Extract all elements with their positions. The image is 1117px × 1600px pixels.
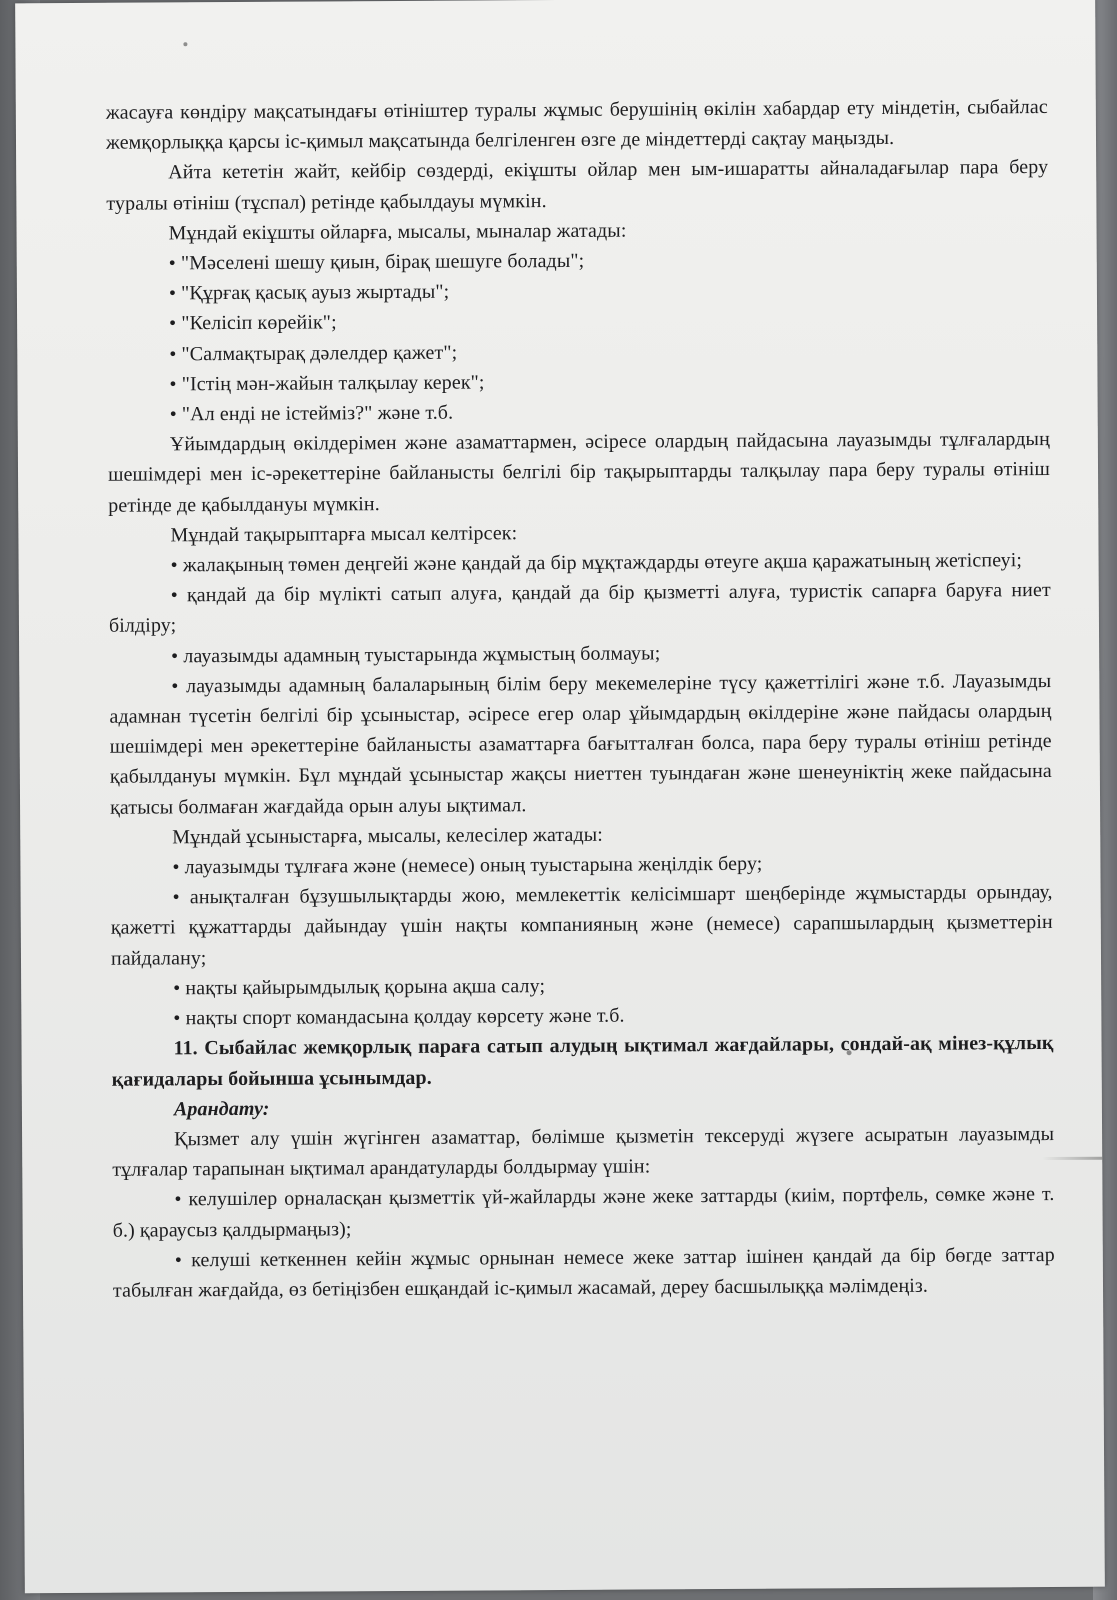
- paper-sheet: [15, 0, 1105, 1593]
- list-item-offer: • лауазымды тұлғаға және (немесе) оның туыстарына жеңілдік беру;: [172, 852, 763, 879]
- paragraph-topics-examples: Мұндай тақырыптарға мысал келтірсек:: [170, 522, 518, 547]
- paragraph-offers-examples: Мұндай ұсыныстарға, мысалы, келесілер жатады:: [172, 823, 603, 849]
- list-item-topic: • жалақының төмен деңгейі және қандай да бір мұқтаждарды өтеуге ақша қаражатының жетіспеуі;: [170, 549, 1023, 577]
- list-item-phrase: • "Құрғақ қасық ауыз жыртады";: [168, 280, 450, 305]
- list-item-offer: • нақты қайырымдылық қорына ақша салу;: [173, 974, 546, 1000]
- list-item-phrase: • "Мәселені шешу қиын, бірақ шешуге болады";: [168, 249, 585, 275]
- list-item-phrase: • "Ал енді не істейміз?" және т.б.: [169, 401, 454, 426]
- section-heading: 11. Сыбайлас жемқорлық параға сатып алудың ықтимал жағдайлары, сондай-ақ мінез-құлық қағидалары бойынша ұсынымдар.: [111, 1032, 1054, 1091]
- list-item-phrase: • "Салмақтырақ дәлелдер қажет";: [169, 341, 458, 366]
- paper-speck: [183, 42, 187, 46]
- paragraph-intro: жасауға көндіру мақсатындағы өтініштер туралы жұмыс берушінің өкілін хабардар ету міндетін, сыбайлас жемқорлыққа қарсы іс-қимыл мақсатында белгіленген өзге де міндеттерді сақтау маңызды.: [105, 96, 1048, 154]
- list-item-phrase: • "Істің мән-жайын талқылау керек";: [169, 371, 485, 396]
- list-item-offer: • нақты спорт командасына қолдау көрсету және т.б.: [173, 1004, 625, 1030]
- paragraph-ambiguous-examples: Мұндай екіұшты ойларға, мысалы, мыналар жатады:: [168, 219, 627, 245]
- list-item-topic: • лауазымды адамның балаларының білім беру мекемелеріне түсу қажеттілігі және т.б. Лауазымды адамнан түсетін белгілі бір ұсыныстар, әсіресе егер олар ұйымдардың өкілдеріне және пайдасы олардың шешімдері мен әрекеттеріне байланысты азаматтарға бағытталған болса, пара беру туралы өтініш ретінде қабылдануы мүмкін. Бұл мұндай ұсыныстар жақсы ниеттен туындаған және шенеуніктің жеке пайдасына қатысы болмаған жағдайда орын алуы ықтимал.: [109, 669, 1052, 819]
- list-item-rule: • келушілер орналасқан қызметтік үй-жайларды және жеке заттарды (киім, портфель, сөмке және т. б.) қараусыз қалдырмаңыз);: [112, 1183, 1055, 1242]
- paragraph-topics: Ұйымдардың өкілдерімен және азаматтармен, әсіресе олардың пайдасына лауазымды тұлғалардың шешімдері мен іс-әрекеттеріне байланысты белгілі бір тақырыптарды талқылау пара беру туралы өтініш ретінде де қабылдануы мүмкін.: [107, 428, 1051, 517]
- list-item-topic: • қандай да бір мүлікті сатып алуға, қандай да бір қызметті алуға, туристік сапарға баруға ниет білдіру;: [108, 579, 1051, 638]
- list-item-phrase: • "Келісіп көрейік";: [169, 311, 337, 335]
- list-item-offer: • анықталған бұзушылықтарды жою, мемлекеттік келісімшарт шеңберінде жұмыстарды орындау, қажетті құжаттарды дайындау үшін нақты компанияның және (немесе) сарапшылардың қызметтерін пайдалану;: [110, 881, 1053, 970]
- list-item-rule: • келуші кеткеннен кейін жұмыс орнынан немесе жеке заттар ішінен қандай да бір бөгде заттар табылған жағдайда, өз бетіңізбен ешқандай іс-қимыл жасамай, дереу басшылыққа мәлімдеңіз.: [112, 1243, 1055, 1302]
- paragraph-provocation: Қызмет алу үшін жүгінген азаматтар, бөлімше қызметін тексеруді жүзеге асыратын лауазымды тұлғалар тарапынан ықтимал арандатуларды болдырмау үшін:: [112, 1122, 1055, 1181]
- paragraph-ambiguous: Айта кететін жайт, кейбір сөздерді, екіұшты ойлар мен ым-ишаратты айналадағылар пара беру туралы өтініш (тұспал) ретінде қабылдауы мүмкін.: [106, 156, 1049, 215]
- section-subheading: Арандату:: [173, 1097, 270, 1121]
- list-item-topic: • лауазымды адамның туыстарында жұмыстың болмауы;: [171, 642, 661, 668]
- document-body: [106, 92, 1055, 1306]
